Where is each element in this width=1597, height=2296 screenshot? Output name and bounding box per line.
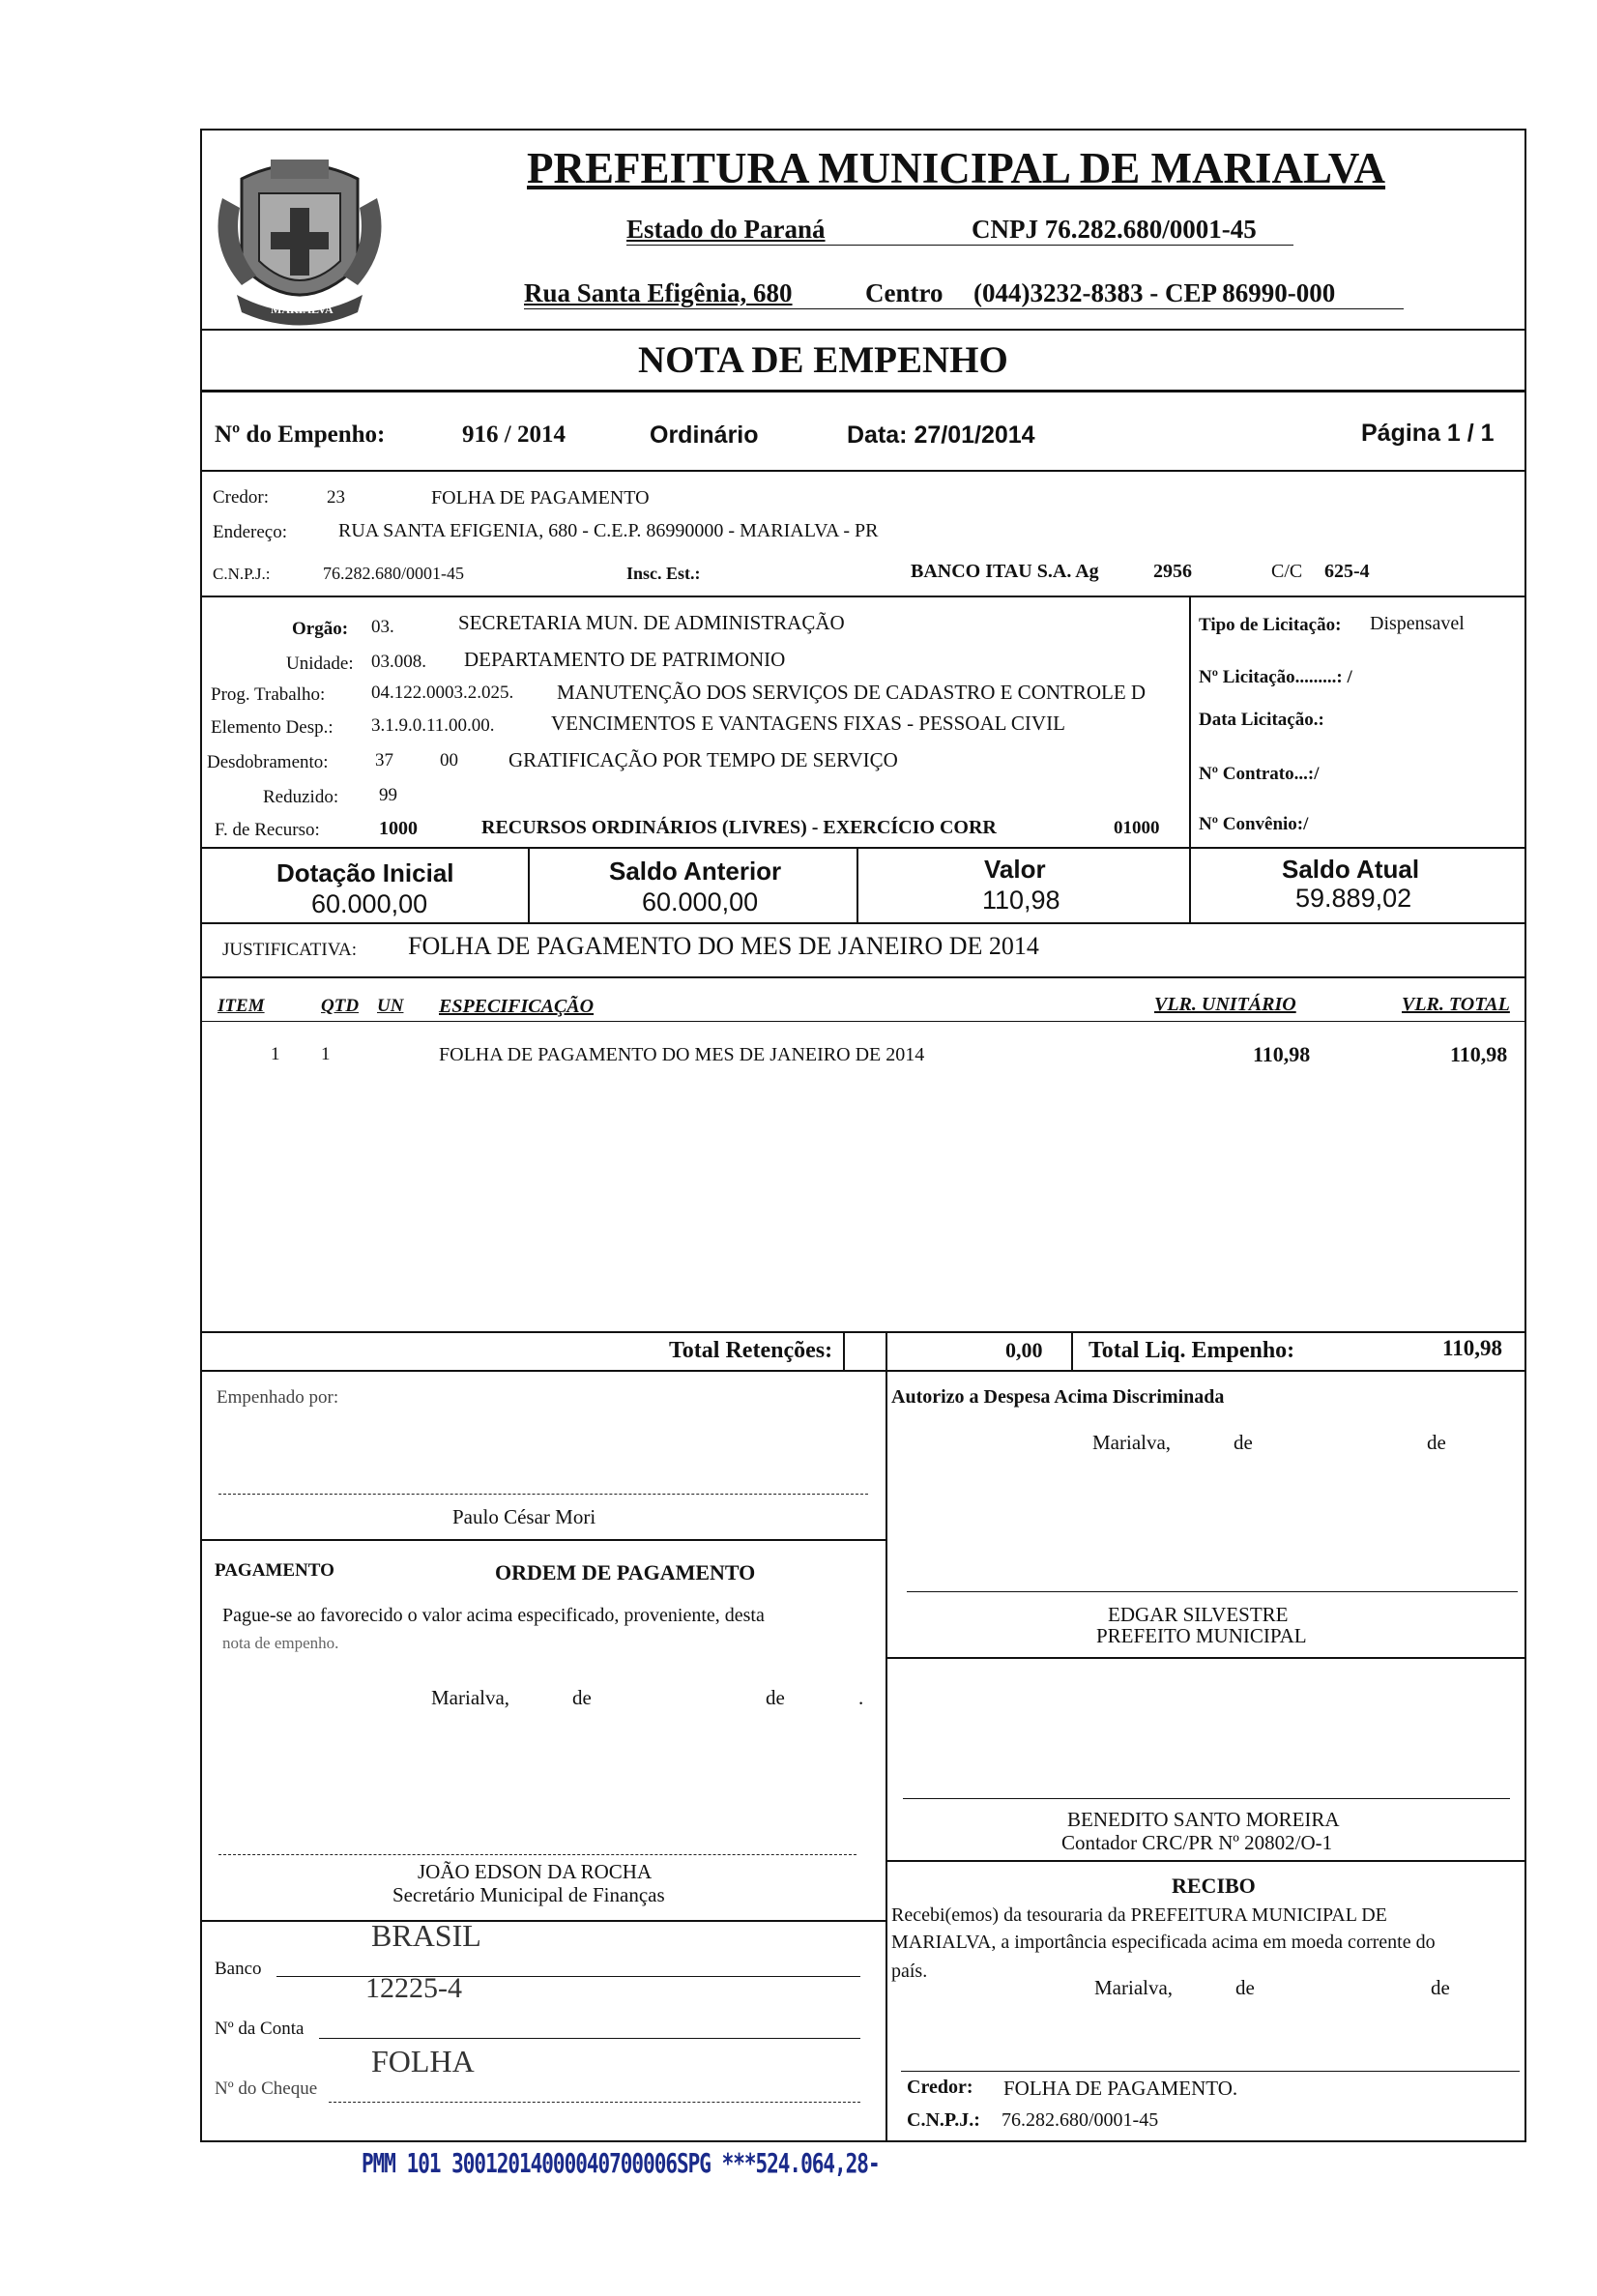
recibo-title: RECIBO <box>1172 1874 1256 1898</box>
secretario-role: Secretário Municipal de Finanças <box>392 1883 665 1906</box>
prog-name: MANUTENÇÃO DOS SERVIÇOS DE CADASTRO E CONTROLE D <box>557 681 1147 704</box>
elemento-label: Elemento Desp.: <box>211 717 334 738</box>
orgao-name: SECRETARIA MUN. DE ADMINISTRAÇÃO <box>458 611 845 634</box>
cc-value: 625-4 <box>1324 561 1370 582</box>
desdob-code: 37 <box>375 750 393 770</box>
contador-name: BENEDITO SANTO MOREIRA <box>1067 1808 1340 1831</box>
empenho-type: Ordinário <box>650 421 759 449</box>
retencoes-value: 0,00 <box>1005 1338 1043 1362</box>
cheque-label: Nº do Cheque <box>215 2078 318 2099</box>
item-qtd: 1 <box>321 1044 331 1064</box>
cnpj-header: CNPJ 76.282.680/0001-45 <box>972 215 1257 244</box>
dotacao-label: Dotação Inicial <box>276 858 454 887</box>
insc-est-label: Insc. Est.: <box>626 564 701 583</box>
cheque-value: FOLHA <box>371 2044 475 2078</box>
reduzido-label: Reduzido: <box>263 787 339 807</box>
municipality-title: PREFEITURA MUNICIPAL DE MARIALVA <box>527 144 1386 192</box>
convenio-number: Nº Convênio:/ <box>1199 814 1309 834</box>
valor-value: 110,98 <box>982 886 1060 915</box>
credor-label: Credor: <box>213 487 270 508</box>
credor-name: FOLHA DE PAGAMENTO <box>431 487 650 509</box>
desdob-name: GRATIFICAÇÃO POR TEMPO DE SERVIÇO <box>508 748 898 771</box>
address-district: Centro <box>865 278 944 307</box>
desdob-sub: 00 <box>440 750 458 770</box>
banco-value: BRASIL <box>371 1918 481 1953</box>
justificativa-text: FOLHA DE PAGAMENTO DO MES DE JANEIRO DE 2014 <box>408 932 1039 960</box>
pagamento-city: Marialva, <box>431 1686 510 1709</box>
cnpj-value: 76.282.680/0001-45 <box>323 564 464 583</box>
orgao-code: 03. <box>371 617 394 637</box>
footer-credor-label: Credor: <box>907 2077 973 2098</box>
item-number: 1 <box>271 1044 280 1064</box>
secretario-name: JOÃO EDSON DA ROCHA <box>418 1860 653 1883</box>
desdob-label: Desdobramento: <box>207 752 329 772</box>
saldo-atual-label: Saldo Atual <box>1282 855 1420 884</box>
recurso-name: RECURSOS ORDINÁRIOS (LIVRES) - EXERCÍCIO CORR <box>481 817 997 838</box>
recurso-number: 01000 <box>1114 818 1160 838</box>
prefeito-name: EDGAR SILVESTRE <box>1108 1603 1289 1626</box>
cnpj-label: C.N.P.J.: <box>213 565 271 583</box>
prefeito-role: PREFEITO MUNICIPAL <box>1096 1624 1307 1647</box>
empenho-number: 916 / 2014 <box>462 421 566 448</box>
licitacao-data: Data Licitação.: <box>1199 710 1324 730</box>
address-street: Rua Santa Efigênia, 680 <box>524 278 793 307</box>
bank-stamp: PMM 101 30012014000040700006SPG ***524.064,28- <box>362 2148 880 2179</box>
document-title: NOTA DE EMPENHO <box>638 339 1008 381</box>
recibo-de-2: de <box>1431 1976 1450 1999</box>
retencoes-label: Total Retenções: <box>669 1338 833 1363</box>
banco-label: Banco <box>215 1959 262 1979</box>
pagamento-label: PAGAMENTO <box>215 1560 334 1581</box>
footer-credor-value: FOLHA DE PAGAMENTO. <box>1003 2077 1238 2100</box>
autorizo-city: Marialva, <box>1092 1431 1172 1454</box>
contrato-number: Nº Contrato...:/ <box>1199 764 1320 784</box>
orgao-label: Orgão: <box>292 619 349 639</box>
elemento-name: VENCIMENTOS E VANTAGENS FIXAS - PESSOAL CIVIL <box>551 712 1065 735</box>
licitacao-tipo-label: Tipo de Licitação: <box>1199 615 1342 635</box>
pagamento-text-2: nota de empenho. <box>222 1634 339 1652</box>
liq-empenho-value: 110,98 <box>1442 1336 1502 1360</box>
recibo-text-3: país. <box>891 1961 928 1982</box>
unidade-label: Unidade: <box>286 654 354 674</box>
endereco-label: Endereço: <box>213 522 288 542</box>
autorizo-title: Autorizo a Despesa Acima Discriminada <box>891 1386 1225 1408</box>
unit-value-column-header: VLR. UNITÁRIO <box>1154 994 1296 1015</box>
liq-empenho-label: Total Liq. Empenho: <box>1089 1338 1295 1363</box>
saldo-atual-value: 59.889,02 <box>1295 884 1412 913</box>
total-value-column-header: VLR. TOTAL <box>1402 994 1510 1015</box>
endereco-value: RUA SANTA EFIGENIA, 680 - C.E.P. 86990000 - MARIALVA - PR <box>338 520 879 541</box>
conta-value: 12225-4 <box>365 1972 462 2004</box>
qtd-column-header: QTD <box>321 996 360 1016</box>
bank-name: BANCO ITAU S.A. Ag <box>911 561 1099 582</box>
ordem-pagamento-title: ORDEM DE PAGAMENTO <box>495 1560 756 1584</box>
recibo-text-2: MARIALVA, a importância especificada acima em moeda corrente do <box>891 1932 1436 1953</box>
period-mark: . <box>858 1686 864 1709</box>
recibo-de-1: de <box>1235 1976 1255 1999</box>
empenho-label: Nº do Empenho: <box>215 421 386 448</box>
crest-banner-text: MARIALVA <box>271 303 334 316</box>
valor-label: Valor <box>984 855 1046 884</box>
page-number: Página 1 / 1 <box>1361 420 1495 447</box>
dotacao-value: 60.000,00 <box>311 889 428 918</box>
licitacao-numero: Nº Licitação.........: / <box>1199 667 1352 687</box>
conta-label: Nº da Conta <box>215 2019 305 2039</box>
cc-label: C/C <box>1271 561 1303 582</box>
pagamento-text-1: Pague-se ao favorecido o valor acima especificado, proveniente, desta <box>222 1605 765 1626</box>
recibo-city: Marialva, <box>1094 1976 1174 1999</box>
prog-code: 04.122.0003.2.025. <box>371 683 514 703</box>
footer-cnpj-value: 76.282.680/0001-45 <box>1002 2109 1159 2131</box>
empenho-date: Data: 27/01/2014 <box>847 421 1035 449</box>
justificativa-label: JUSTIFICATIVA: <box>222 940 358 960</box>
saldo-anterior-value: 60.000,00 <box>642 887 759 916</box>
item-spec: FOLHA DE PAGAMENTO DO MES DE JANEIRO DE 2014 <box>439 1044 925 1065</box>
unidade-name: DEPARTAMENTO DE PATRIMONIO <box>464 648 786 671</box>
un-column-header: UN <box>377 996 404 1016</box>
autorizo-de-1: de <box>1234 1431 1253 1454</box>
spec-column-header: ESPECIFICAÇÃO <box>439 996 595 1017</box>
empenhado-label: Empenhado por: <box>217 1387 339 1408</box>
pagamento-de-1: de <box>572 1686 592 1709</box>
unidade-code: 03.008. <box>371 652 426 672</box>
phone-cep: (044)3232-8383 - CEP 86990-000 <box>973 278 1336 307</box>
item-unit-value: 110,98 <box>1253 1042 1311 1066</box>
recibo-text-1: Recebi(emos) da tesouraria da PREFEITURA MUNICIPAL DE <box>891 1904 1387 1926</box>
licitacao-tipo-value: Dispensavel <box>1370 613 1465 634</box>
recurso-code: 1000 <box>379 818 418 839</box>
state-name: Estado do Paraná <box>626 215 826 244</box>
prog-label: Prog. Trabalho: <box>211 684 326 705</box>
item-column-header: ITEM <box>218 996 265 1016</box>
contador-role: Contador CRC/PR Nº 20802/O-1 <box>1061 1831 1333 1854</box>
bank-agency: 2956 <box>1153 561 1192 582</box>
credor-code: 23 <box>327 487 345 508</box>
recurso-label: F. de Recurso: <box>215 820 320 840</box>
item-total-value: 110,98 <box>1450 1042 1508 1066</box>
pagamento-de-2: de <box>766 1686 785 1709</box>
autorizo-de-2: de <box>1427 1431 1446 1454</box>
saldo-anterior-label: Saldo Anterior <box>609 857 782 886</box>
empenhado-name: Paulo César Mori <box>452 1505 596 1528</box>
footer-cnpj-label: C.N.P.J.: <box>907 2109 980 2131</box>
elemento-code: 3.1.9.0.11.00.00. <box>371 715 495 736</box>
reduzido-value: 99 <box>379 785 397 805</box>
